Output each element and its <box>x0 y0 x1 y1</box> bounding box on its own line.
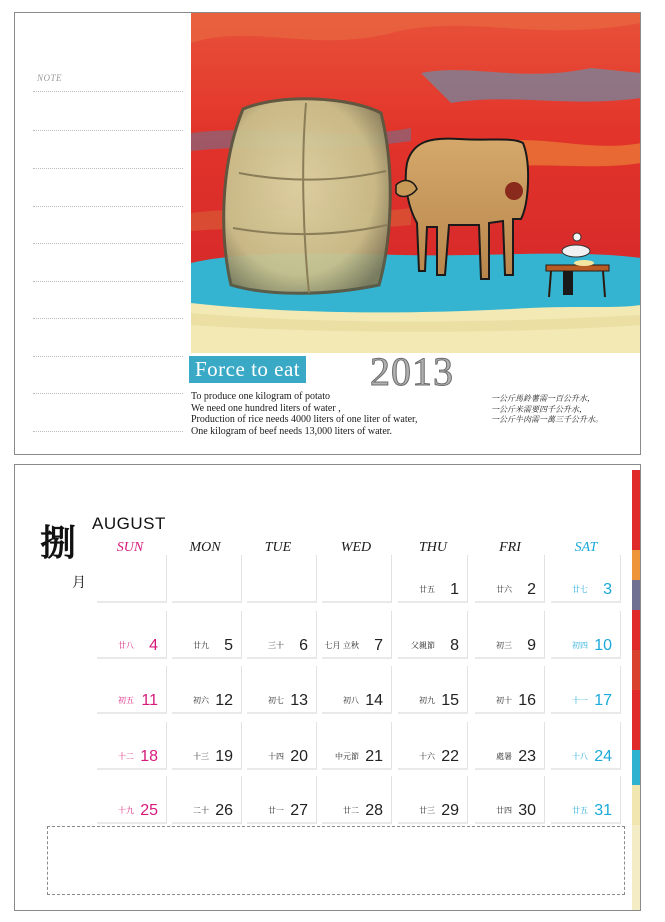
day-number: 28 <box>365 802 383 819</box>
day-cell[interactable] <box>475 666 545 714</box>
day-cell[interactable] <box>398 776 468 824</box>
day-number: 30 <box>518 802 536 819</box>
day-number: 6 <box>299 637 308 654</box>
weekday-header-wed: WED <box>340 540 372 555</box>
lunar-date: 父親節 <box>411 641 435 650</box>
lunar-date: 處暑 <box>496 752 512 761</box>
day-cell[interactable] <box>475 776 545 824</box>
lunar-date: 十一 <box>572 696 588 705</box>
note-line <box>33 393 183 394</box>
day-cell[interactable] <box>475 722 545 770</box>
month-chinese-large: 捌 <box>40 523 77 563</box>
day-cell[interactable] <box>398 611 468 659</box>
month-chinese-small: 月 <box>72 576 86 591</box>
lunar-date: 廿三 <box>419 806 435 815</box>
note-line <box>33 431 183 432</box>
day-cell[interactable] <box>475 611 545 659</box>
note-line <box>33 206 183 207</box>
decorative-side-stripe <box>632 470 641 911</box>
lunar-date: 十二 <box>118 752 134 761</box>
lunar-date: 廿八 <box>118 641 134 650</box>
day-number: 1 <box>450 581 459 598</box>
month-english: AUGUST <box>92 514 166 533</box>
lunar-date: 初八 <box>343 696 359 705</box>
day-cell[interactable] <box>97 611 167 659</box>
caption-line: 一公斤牛肉需一萬三千公升水。 <box>491 415 603 424</box>
day-cell[interactable] <box>247 611 317 659</box>
caption-line: One kilogram of beef needs 13,000 liters of water. <box>191 425 393 437</box>
weekday-header-mon: MON <box>189 540 221 555</box>
day-cell[interactable] <box>551 722 621 770</box>
artwork-title: Force to eat <box>189 356 306 383</box>
lunar-date: 十三 <box>193 752 209 761</box>
lunar-date: 十八 <box>572 752 588 761</box>
weekday-header-sat: SAT <box>574 540 598 555</box>
empty-day-cell[interactable] <box>247 555 317 603</box>
lunar-date: 初七 <box>268 696 284 705</box>
empty-day-cell[interactable] <box>172 555 242 603</box>
day-cell[interactable] <box>247 776 317 824</box>
day-number: 23 <box>518 748 536 765</box>
lunar-date: 廿五 <box>419 585 435 594</box>
note-line <box>33 168 183 169</box>
day-number: 25 <box>140 802 158 819</box>
day-number: 12 <box>215 692 233 709</box>
day-cell[interactable] <box>551 611 621 659</box>
day-cell[interactable] <box>322 722 392 770</box>
lunar-date: 廿九 <box>193 641 209 650</box>
day-number: 19 <box>215 748 233 765</box>
day-number: 5 <box>224 637 233 654</box>
day-cell[interactable] <box>322 611 392 659</box>
caption-line: Production of rice needs 4000 liters of one liter of water, <box>191 414 418 425</box>
day-number: 16 <box>518 692 536 709</box>
lunar-date: 廿四 <box>496 806 512 815</box>
notes-box[interactable] <box>47 826 625 895</box>
day-cell[interactable] <box>398 666 468 714</box>
caption-line: 一公斤米需要四千公升水， <box>491 404 587 414</box>
day-number: 4 <box>149 637 158 654</box>
note-line <box>33 281 183 282</box>
calendar-year: 2013 <box>370 349 454 394</box>
day-cell[interactable] <box>172 611 242 659</box>
day-cell[interactable] <box>247 666 317 714</box>
lunar-date: 七月 立秋 <box>324 641 359 650</box>
note-line <box>33 356 183 357</box>
day-number: 14 <box>365 692 383 709</box>
lunar-date: 十四 <box>268 752 284 761</box>
day-cell[interactable] <box>97 666 167 714</box>
day-number: 27 <box>290 802 308 819</box>
note-line <box>33 91 183 92</box>
day-number: 24 <box>594 748 612 765</box>
lunar-date: 二十 <box>193 806 209 815</box>
lunar-date: 初九 <box>419 696 435 705</box>
lunar-date: 中元節 <box>335 752 359 761</box>
day-number: 8 <box>450 637 459 654</box>
day-cell[interactable] <box>551 666 621 714</box>
day-cell[interactable] <box>172 666 242 714</box>
lunar-date: 廿六 <box>496 585 512 594</box>
lunar-date: 初六 <box>193 696 209 705</box>
day-number: 22 <box>441 748 459 765</box>
caption-line: To produce one kilogram of potato <box>191 391 330 402</box>
day-number: 15 <box>441 692 459 709</box>
note-label: NOTE <box>37 73 63 83</box>
day-cell[interactable] <box>172 776 242 824</box>
day-number: 13 <box>290 692 308 709</box>
lunar-date: 初四 <box>572 641 588 650</box>
empty-day-cell[interactable] <box>322 555 392 603</box>
day-cell[interactable] <box>322 666 392 714</box>
weekday-header-tue: TUE <box>264 540 292 555</box>
note-line <box>33 130 183 131</box>
illustration-painting <box>191 13 641 353</box>
lunar-date: 初五 <box>118 696 134 705</box>
note-line <box>33 243 183 244</box>
day-number: 2 <box>527 581 536 598</box>
caption-english <box>191 391 417 437</box>
day-number: 17 <box>594 692 612 709</box>
lunar-date: 廿五 <box>572 806 588 815</box>
lunar-date: 廿一 <box>268 806 284 815</box>
day-number: 20 <box>290 748 308 765</box>
weekday-header-fri: FRI <box>499 540 521 555</box>
lunar-date: 廿七 <box>572 585 588 594</box>
lunar-date: 初十 <box>496 696 512 705</box>
day-cell[interactable] <box>551 555 621 603</box>
day-cell[interactable] <box>398 722 468 770</box>
day-cell[interactable] <box>97 722 167 770</box>
weekday-header-thu: THU <box>418 540 447 555</box>
day-cell[interactable] <box>398 555 468 603</box>
day-number: 9 <box>527 637 536 654</box>
lunar-date: 十九 <box>118 806 134 815</box>
lunar-date: 廿二 <box>343 806 359 815</box>
day-cell[interactable] <box>172 722 242 770</box>
day-number: 31 <box>594 802 612 819</box>
day-cell[interactable] <box>247 722 317 770</box>
lunar-date: 十六 <box>419 752 435 761</box>
day-cell[interactable] <box>322 776 392 824</box>
caption-line: 一公斤馬鈴薯需一百公升水， <box>491 394 595 403</box>
day-number: 10 <box>594 637 612 654</box>
day-cell[interactable] <box>475 555 545 603</box>
caption-line: We need one hundred liters of water , <box>191 402 341 414</box>
lunar-date: 三十 <box>268 641 284 650</box>
calendar-top-page <box>14 12 641 455</box>
day-number: 11 <box>141 692 158 709</box>
day-number: 3 <box>603 581 612 598</box>
day-number: 7 <box>374 637 383 654</box>
day-number: 21 <box>365 748 383 765</box>
weekday-header-sun: SUN <box>116 540 144 555</box>
lunar-date: 初三 <box>496 641 512 650</box>
empty-day-cell[interactable] <box>97 555 167 603</box>
day-number: 18 <box>140 748 158 765</box>
caption-chinese <box>491 394 603 426</box>
day-cell[interactable] <box>97 776 167 824</box>
day-cell[interactable] <box>551 776 621 824</box>
note-line <box>33 318 183 319</box>
day-number: 26 <box>215 802 233 819</box>
day-number: 29 <box>441 802 459 819</box>
